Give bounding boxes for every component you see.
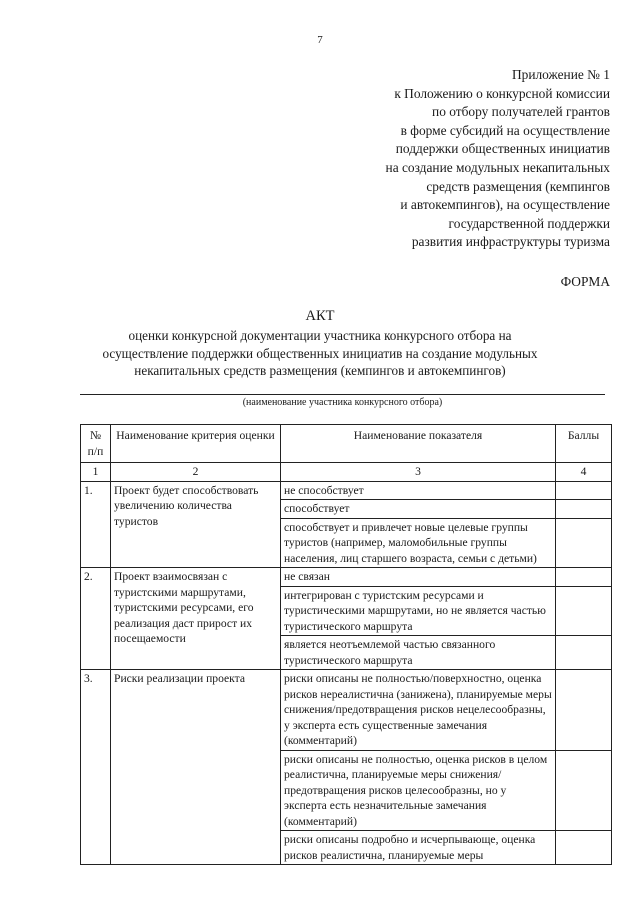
- act-subtitle-line: осуществление поддержки общественных инициатив на создание модульных: [102, 345, 538, 361]
- appendix-line: государственной поддержки: [448, 215, 610, 231]
- header-num: № п/п: [81, 425, 111, 463]
- appendix-line: поддержки общественных инициатив: [395, 141, 610, 157]
- col-number: 1: [81, 463, 111, 482]
- indicator-cell: риски описаны не полностью/поверхностно, оценка рисков нереалистична (занижена), планируемые меры снижения/предотвращения рисков нецелесообразны, у эксперта есть существенные замечания (комментарий): [281, 670, 556, 751]
- indicator-cell: интегрирован с туристским ресурсами и туристическими маршрутами, но не является частью туристического маршрута: [281, 586, 556, 636]
- forma-label: ФОРМА: [560, 274, 610, 289]
- table-row: [81, 568, 612, 587]
- indicator-cell: риски описаны подробно и исчерпывающе, оценка рисков реалистична, планируемые меры: [281, 831, 556, 865]
- header-indicator: Наименование показателя: [281, 425, 556, 463]
- act-subtitle: [60, 327, 580, 380]
- table-row: [81, 481, 612, 500]
- act-title: АКТ: [305, 308, 335, 324]
- indicator-cell: не способствует: [281, 481, 556, 500]
- indicator-cell: способствует: [281, 500, 556, 519]
- row-num: 2.: [81, 568, 111, 670]
- row-criterion: Проект будет способствовать увеличению количества туристов: [111, 481, 281, 568]
- act-subtitle-line: некапитальных средств размещения (кемпингов и автокемпингов): [134, 363, 506, 378]
- score-cell[interactable]: [556, 568, 612, 587]
- col-number: 2: [111, 463, 281, 482]
- appendix-line: в форме субсидий на осуществление: [400, 122, 610, 138]
- row-num: 3.: [81, 670, 111, 865]
- act-subtitle-line: оценки конкурсной документации участника конкурсного отбора на: [128, 328, 512, 343]
- appendix-header: [310, 66, 610, 252]
- indicator-cell: не связан: [281, 568, 556, 587]
- appendix-line: средств размещения (кемпингов: [426, 178, 610, 194]
- indicator-cell: является неотъемлемой частью связанного туристического маршрута: [281, 636, 556, 670]
- col-number: 4: [556, 463, 612, 482]
- page-number: 7: [317, 34, 323, 46]
- column-number-row: [81, 463, 612, 482]
- appendix-line: развития инфраструктуры туризма: [411, 234, 610, 250]
- table-row: [81, 670, 612, 751]
- score-cell[interactable]: [556, 500, 612, 519]
- score-cell[interactable]: [556, 831, 612, 865]
- score-cell[interactable]: [556, 750, 612, 831]
- participant-name-line: [80, 394, 605, 395]
- appendix-line: к Положению о конкурсной комиссии: [394, 85, 610, 101]
- indicator-cell: риски описаны не полностью, оценка рисков в целом реалистична, планируемые меры снижения/предотвращения рисков целесообразны, но у эксперта есть незначительные замечания (комментарий): [281, 750, 556, 831]
- header-score: Баллы: [556, 425, 612, 463]
- header-criterion: Наименование критерия оценки: [111, 425, 281, 463]
- appendix-line: по отбору получателей грантов: [432, 104, 610, 120]
- indicator-cell: способствует и привлечет новые целевые группы туристов (например, маломобильные группы населения, лиц старшего возраста, семьи с детьми): [281, 518, 556, 568]
- row-num: 1.: [81, 481, 111, 568]
- col-number: 3: [281, 463, 556, 482]
- participant-caption: (наименование участника конкурсного отбора): [242, 397, 443, 408]
- criteria-table: [80, 424, 612, 865]
- row-criterion: Проект взаимосвязан с туристскими маршрутами, туристскими ресурсами, его реализация даст прирост их посещаемости: [111, 568, 281, 670]
- score-cell[interactable]: [556, 586, 612, 636]
- appendix-line: Приложение № 1: [511, 67, 610, 82]
- score-cell[interactable]: [556, 481, 612, 500]
- table-header-row: [81, 425, 612, 463]
- score-cell[interactable]: [556, 670, 612, 751]
- appendix-line: и автокемпингов), на осуществление: [400, 197, 610, 213]
- score-cell[interactable]: [556, 518, 612, 568]
- score-cell[interactable]: [556, 636, 612, 670]
- row-criterion: Риски реализации проекта: [111, 670, 281, 865]
- appendix-line: на создание модульных некапитальных: [385, 159, 610, 175]
